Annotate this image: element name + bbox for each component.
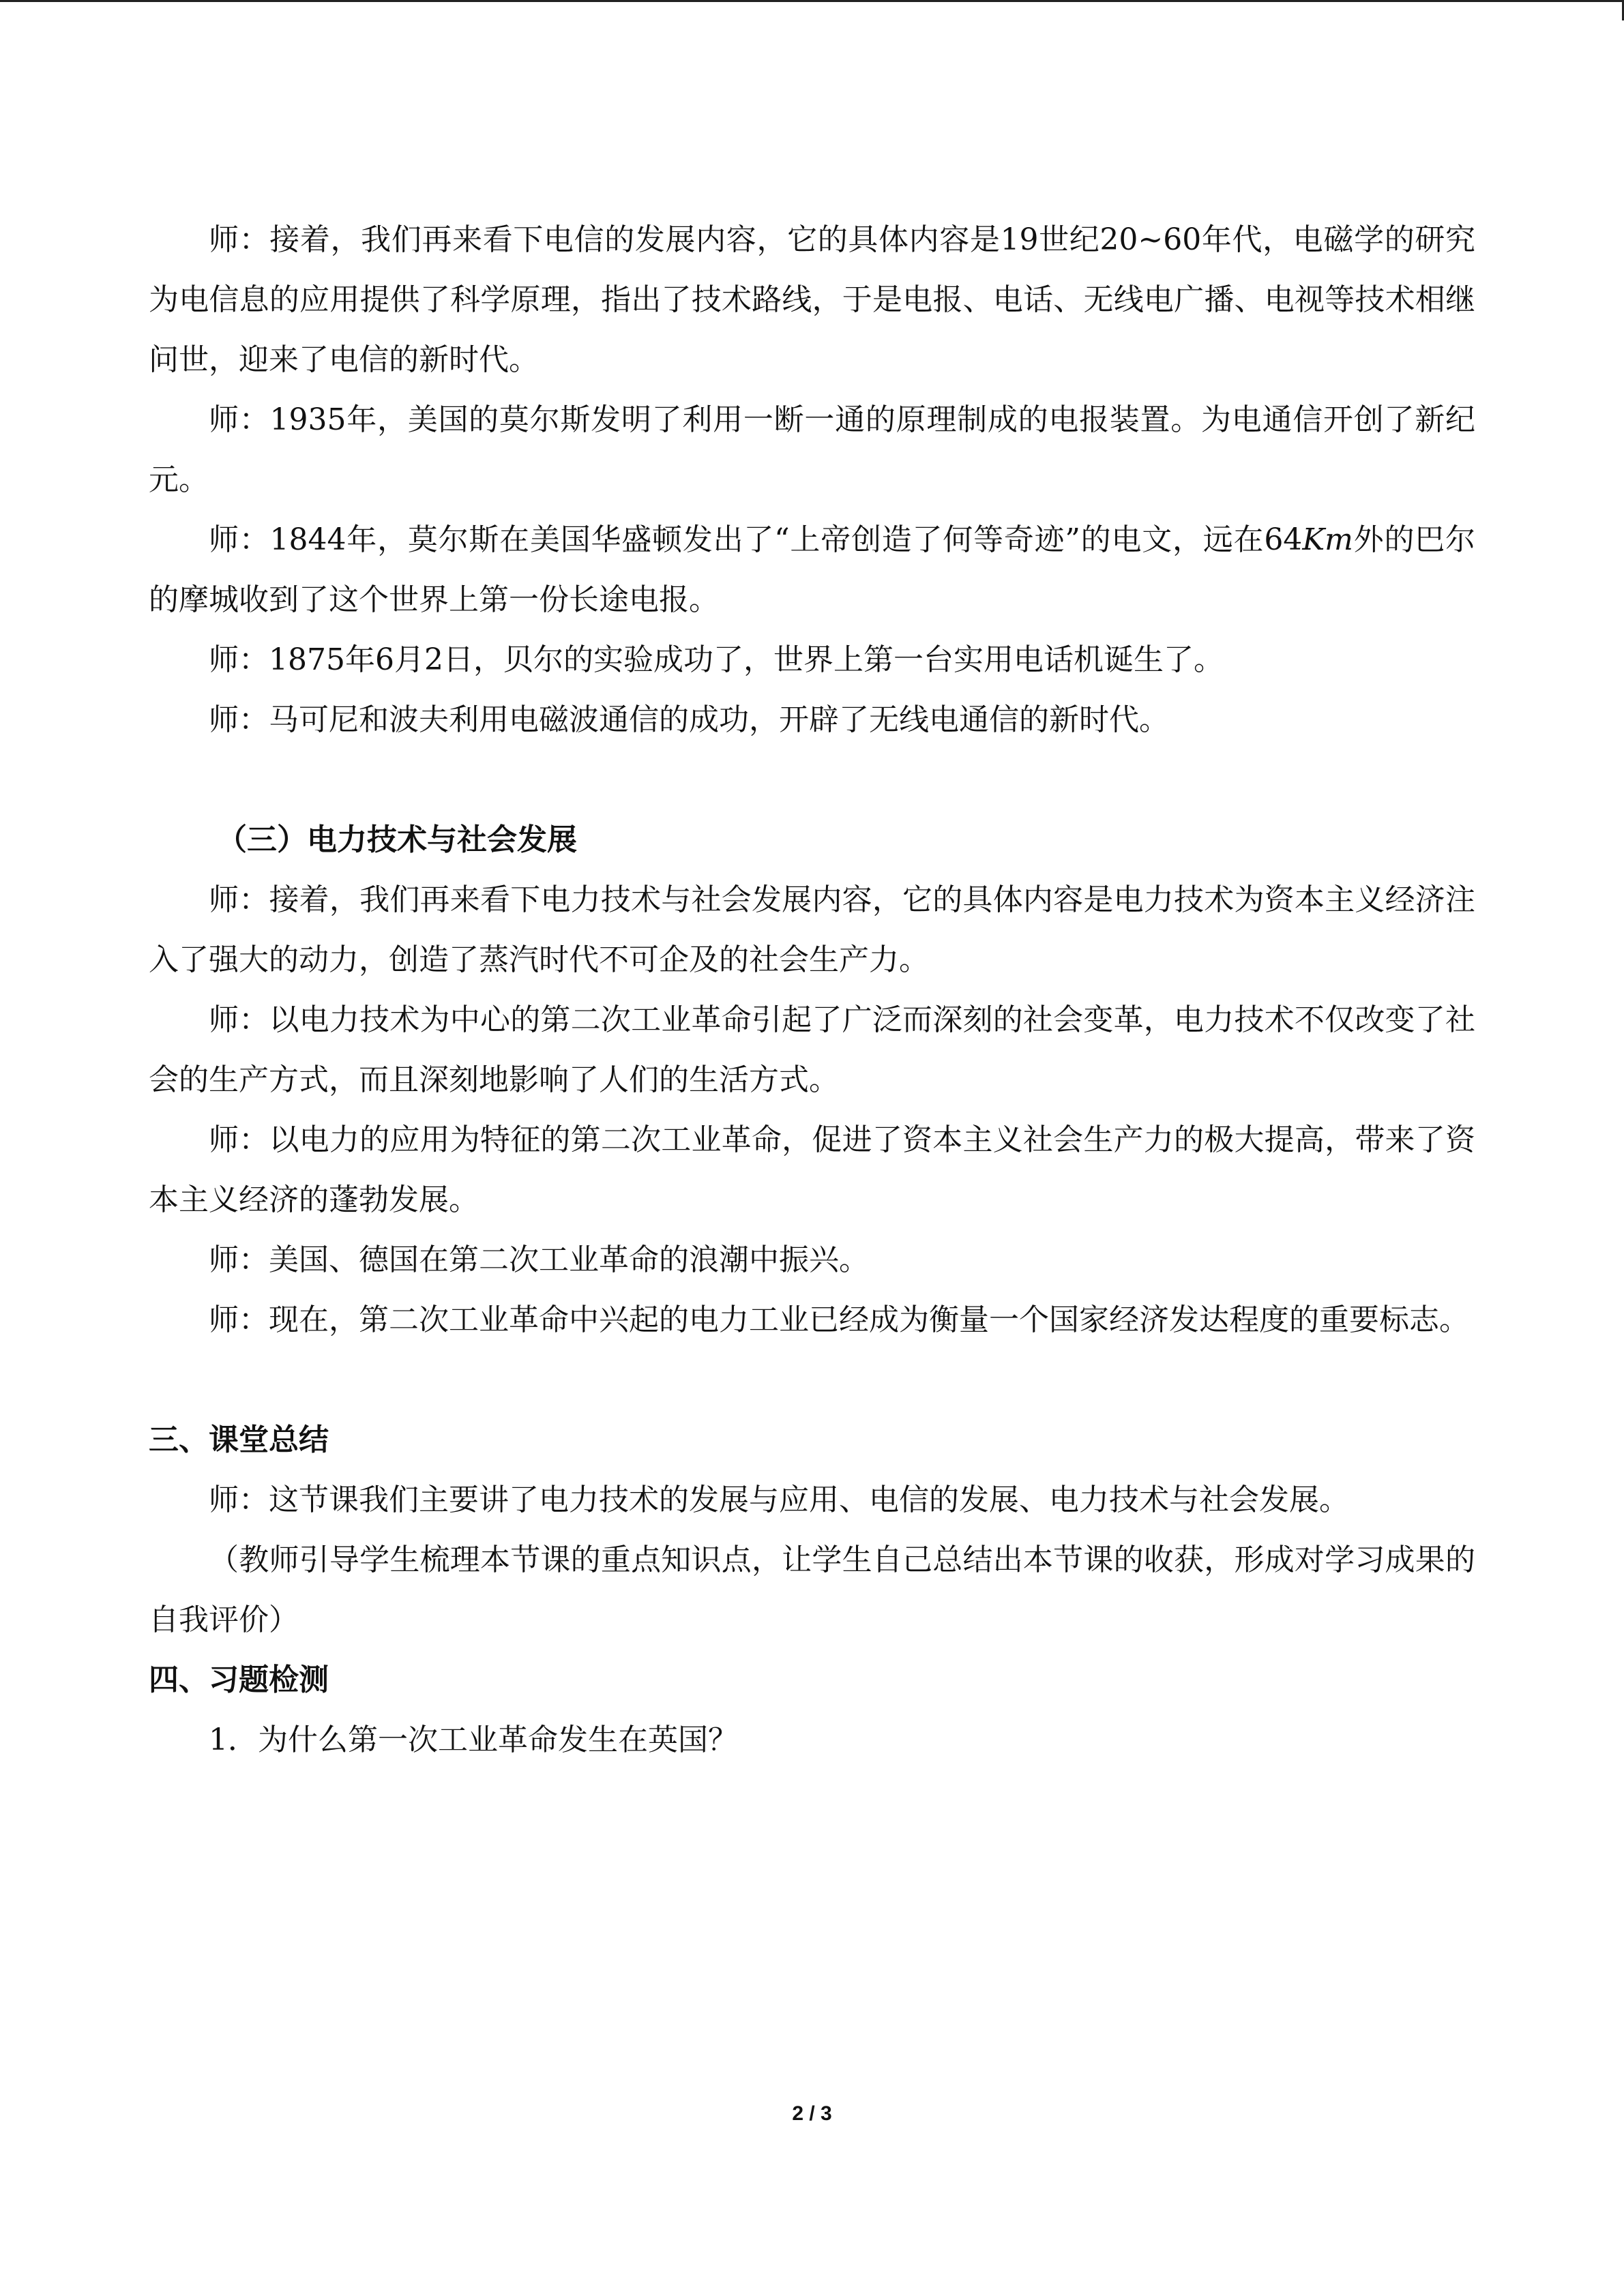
- section-heading-exercise: 四、习题检测: [149, 1663, 329, 1697]
- spacer: [149, 750, 1475, 810]
- paragraph-morse-1935: 师：1935年，美国的莫尔斯发明了利用一断一通的原理制成的电报装置。为电通信开创了新纪元。: [149, 402, 1475, 497]
- page-number: 2 / 3: [792, 2102, 832, 2125]
- distance-unit: Km: [1302, 522, 1353, 557]
- paragraph-bell-1875: 师：1875年6月2日，贝尔的实验成功了，世界上第一台实用电话机诞生了。: [209, 642, 1224, 677]
- paragraph-morse-1844-part1: 师：1844年，莫尔斯在美国华盛顿发出了“上帝创造了何等奇迹”的电文，远在64: [209, 522, 1303, 557]
- paragraph-summary: 师：这节课我们主要讲了电力技术的发展与应用、电信的发展、电力技术与社会发展。: [209, 1482, 1349, 1517]
- paragraph-power-revolution: 师：以电力技术为中心的第二次工业革命引起了广泛而深刻的社会变革，电力技术不仅改变了社会的生产方式，而且深刻地影响了人们的生活方式。: [149, 1002, 1475, 1097]
- spacer: [149, 1350, 1475, 1410]
- top-border-line: [0, 0, 1624, 2]
- paragraph-morse-1844: [149, 510, 1475, 630]
- document-body: [149, 210, 1475, 1770]
- exercise-question-1: 1．为什么第一次工业革命发生在英国？: [209, 1723, 738, 1757]
- paragraph-us-germany: 师：美国、德国在第二次工业革命的浪潮中振兴。: [209, 1242, 869, 1277]
- paragraph-telecom-intro: 师：接着，我们再来看下电信的发展内容，它的具体内容是19世纪20~60年代，电磁学的研究为电信息的应用提供了科学原理，指出了技术路线，于是电报、电话、无线电广播、电视等技术相继问世，迎来了电信的新时代。: [149, 222, 1475, 377]
- paragraph-marconi: 师：马可尼和波夫利用电磁波通信的成功，开辟了无线电通信的新时代。: [209, 702, 1169, 737]
- paragraph-summary-note: （教师引导学生梳理本节课的重点知识点，让学生自己总结出本节课的收获，形成对学习成果的自我评价）: [149, 1542, 1475, 1637]
- paragraph-morse-1844-part2: 外的巴尔的摩城收到了这个世界上第一份长途电报。: [149, 522, 1476, 617]
- paragraph-power-productivity: 师：以电力的应用为特征的第二次工业革命，促进了资本主义社会生产力的极大提高，带来了资本主义经济的蓬勃发展。: [149, 1122, 1475, 1217]
- section-heading-summary: 三、课堂总结: [149, 1422, 329, 1457]
- section-heading-power-society: （三）电力技术与社会发展: [217, 822, 577, 857]
- paragraph-power-intro: 师：接着，我们再来看下电力技术与社会发展内容，它的具体内容是电力技术为资本主义经济注入了强大的动力，创造了蒸汽时代不可企及的社会生产力。: [149, 882, 1475, 977]
- paragraph-power-industry: 师：现在，第二次工业革命中兴起的电力工业已经成为衡量一个国家经济发达程度的重要标志。: [209, 1302, 1469, 1337]
